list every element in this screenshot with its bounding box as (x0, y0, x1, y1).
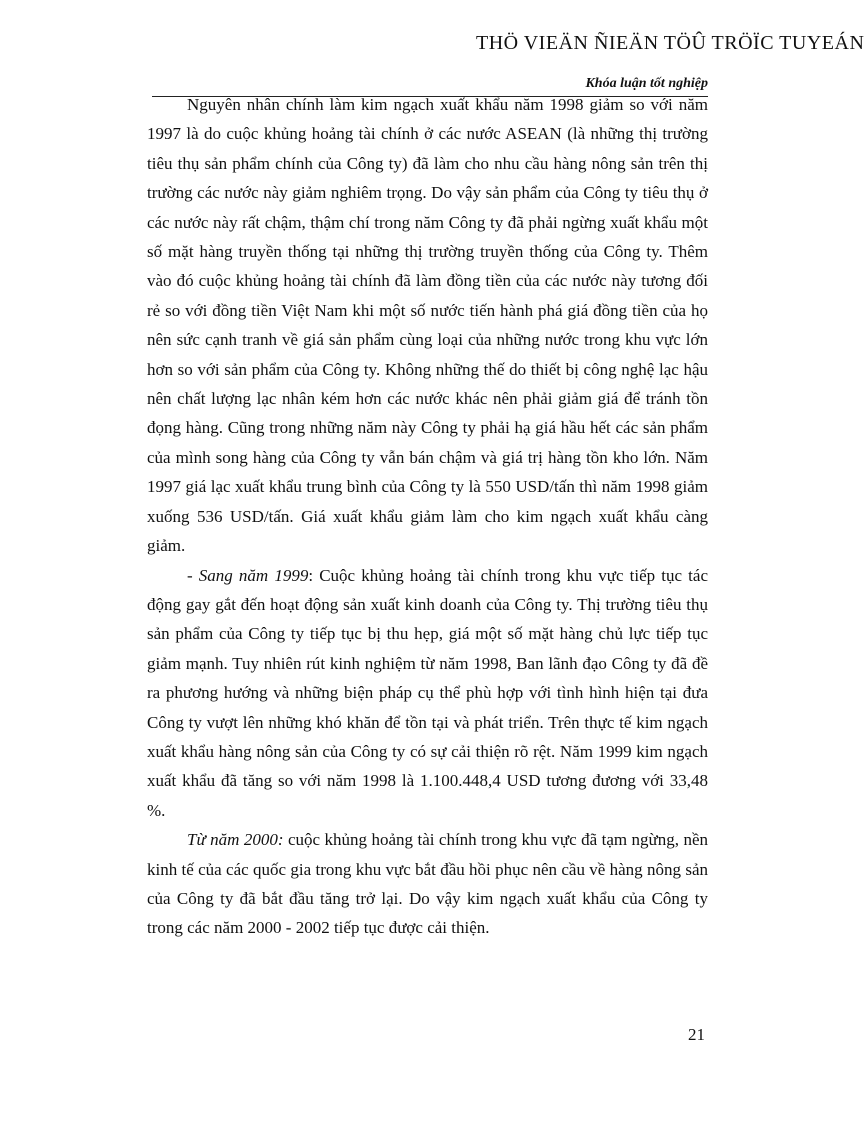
document-type-label: Khóa luận tốt nghiệp (585, 76, 708, 91)
paragraph-2000-body: cuộc khủng hoảng tài chính trong khu vực đã tạm ngừng, nền kinh tế của các quốc gia trong khu vực bắt đầu hồi phục nên cầu về hàng nông sản của Công ty đã bắt đầu tăng trở lại. Do vậy kim ngạch xuất khẩu của Công ty trong các năm 2000 - 2002 tiếp tục được cải thiện. (147, 830, 708, 938)
paragraph-1999 (147, 561, 708, 826)
document-body (147, 90, 708, 943)
paragraph-1999-lead: - Sang năm 1999 (187, 565, 309, 585)
library-header-title: THÖ VIEÄN ÑIEÄN TÖÛ TRÖÏC TUYEÁN (476, 32, 864, 54)
paragraph-2000 (147, 825, 708, 943)
paragraph-2000-lead: Từ năm 2000: (187, 830, 284, 850)
paragraph-1999-body: : Cuộc khủng hoảng tài chính trong khu vực tiếp tục tác động gay gắt đến hoạt động sản xuất kinh doanh của Công ty. Thị trường tiêu thụ sản phẩm của Công ty tiếp tục bị thu hẹp, giá một số mặt hàng chủ lực tiếp tục giảm mạnh. Tuy nhiên rút kinh nghiệm từ năm 1998, Ban lãnh đạo Công ty đã đề ra phương hướng và những biện pháp cụ thể phù hợp với tình hình hiện tại đưa Công ty vượt lên những khó khăn để tồn tại và phát triển. Trên thực tế kim ngạch xuất khẩu hàng nông sản của Công ty có sự cải thiện rõ rệt. Năm 1999 kim ngạch xuất khẩu đã tăng so với năm 1998 là 1.100.448,4 USD tương đương với 33,48 %. (147, 565, 708, 820)
paragraph-1998-decline: Nguyên nhân chính làm kim ngạch xuất khẩu năm 1998 giảm so với năm 1997 là do cuộc khủng hoảng tài chính ở các nước ASEAN (là những thị trường tiêu thụ sản phẩm chính của Công ty) đã làm cho nhu cầu hàng nông sản trên thị trường các nước này giảm nghiêm trọng. Do vậy sản phẩm của Công ty tiêu thụ ở các nước này rất chậm, thậm chí trong năm Công ty đã phải ngừng xuất khẩu một số mặt hàng truyền thống tại những thị trường truyền thống của Công ty. Thêm vào đó cuộc khủng hoảng tài chính đã làm đồng tiền của các nước này tương đối rẻ so với đồng tiền Việt Nam khi một số nước tiến hành phá giá đồng tiền của họ nên sức cạnh tranh về giá sản phẩm cùng loại của những nước trong khu vực lớn hơn so với sản phẩm của Công ty. Không những thế do thiết bị công nghệ lạc hậu nên chất lượng lạc nhân kém hơn các nước khác nên phải giảm giá để tránh tồn đọng hàng. Cũng trong những năm này Công ty phải hạ giá hầu hết các sản phẩm của mình song hàng của Công ty vẫn bán chậm và giá trị hàng tồn kho lớn. Năm 1997 giá lạc xuất khẩu trung bình của Công ty là 550 USD/tấn thì năm 1998 giảm xuống 536 USD/tấn. Giá xuất khẩu giảm làm cho kim ngạch xuất khẩu càng giảm. (147, 95, 708, 556)
page-number: 21 (688, 1025, 705, 1044)
